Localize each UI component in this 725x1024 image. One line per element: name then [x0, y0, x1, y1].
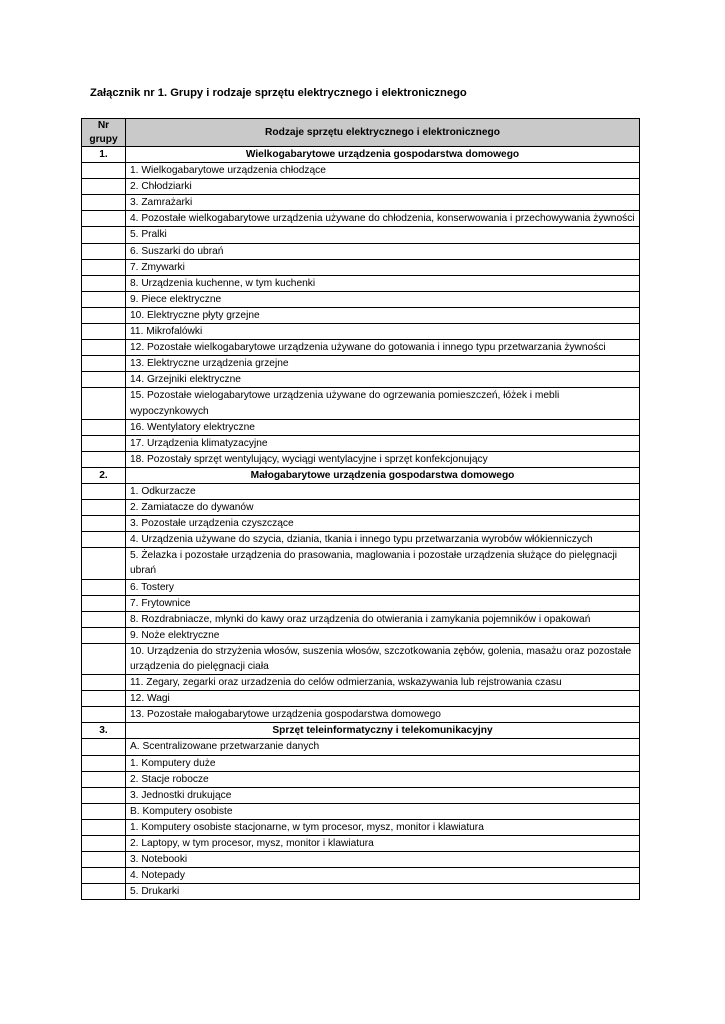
- table-row: [82, 787, 640, 803]
- empty-nr-cell: [82, 787, 126, 803]
- group-number: 2.: [82, 467, 126, 483]
- item-cell: 2. Laptopy, w tym procesor, mysz, monitor i klawiatura: [126, 836, 640, 852]
- empty-nr-cell: [82, 307, 126, 323]
- item-cell: 2. Chłodziarki: [126, 179, 640, 195]
- item-cell: 3. Jednostki drukujące: [126, 787, 640, 803]
- item-cell: 12. Pozostałe wielkogabarytowe urządzenia używane do gotowania i innego typu przetwarzania żywności: [126, 340, 640, 356]
- equipment-table: [81, 118, 640, 900]
- empty-nr-cell: [82, 275, 126, 291]
- empty-nr-cell: [82, 483, 126, 499]
- empty-nr-cell: [82, 739, 126, 755]
- empty-nr-cell: [82, 500, 126, 516]
- item-cell: 8. Rozdrabniacze, młynki do kawy oraz urządzenia do otwierania i zamykania pojemników i opakowań: [126, 611, 640, 627]
- item-cell: 11. Mikrofalówki: [126, 324, 640, 340]
- empty-nr-cell: [82, 803, 126, 819]
- empty-nr-cell: [82, 707, 126, 723]
- header-rodzaje: Rodzaje sprzętu elektrycznego i elektronicznego: [126, 119, 640, 147]
- table-header-row: [82, 119, 640, 147]
- table-row: [82, 884, 640, 900]
- empty-nr-cell: [82, 548, 126, 579]
- table-row: [82, 595, 640, 611]
- empty-nr-cell: [82, 291, 126, 307]
- item-cell: 4. Urządzenia używane do szycia, dziania, tkania i innego typu przetwarzania wyrobów włókienniczych: [126, 532, 640, 548]
- table-row: [82, 500, 640, 516]
- item-cell: 16. Wentylatory elektryczne: [126, 419, 640, 435]
- table-row: [82, 243, 640, 259]
- table-row: [82, 275, 640, 291]
- table-row: [82, 675, 640, 691]
- header-nr-grupy: Nr grupy: [82, 119, 126, 147]
- empty-nr-cell: [82, 755, 126, 771]
- empty-nr-cell: [82, 227, 126, 243]
- empty-nr-cell: [82, 179, 126, 195]
- empty-nr-cell: [82, 595, 126, 611]
- table-row: [82, 435, 640, 451]
- table-row: [82, 611, 640, 627]
- table-row: [82, 356, 640, 372]
- table-row: [82, 227, 640, 243]
- page-title: Załącznik nr 1. Grupy i rodzaje sprzętu elektrycznego i elektronicznego: [90, 87, 467, 99]
- table-row: [82, 755, 640, 771]
- item-cell: 1. Wielkogabarytowe urządzenia chłodzące: [126, 163, 640, 179]
- item-cell: A. Scentralizowane przetwarzanie danych: [126, 739, 640, 755]
- item-cell: 7. Zmywarki: [126, 259, 640, 275]
- table-row: [82, 836, 640, 852]
- table-row: [82, 852, 640, 868]
- table-row: [82, 819, 640, 835]
- group-number: 1.: [82, 147, 126, 163]
- item-cell: 10. Urządzenia do strzyżenia włosów, suszenia włosów, szczotkowania zębów, golenia, masażu oraz pozostałe urządzenia do pielęgnacji ciała: [126, 643, 640, 674]
- table-row: [82, 627, 640, 643]
- table-row: [82, 451, 640, 467]
- empty-nr-cell: [82, 852, 126, 868]
- table-row: [82, 179, 640, 195]
- table-row: [82, 195, 640, 211]
- table-row: [82, 516, 640, 532]
- item-cell: 18. Pozostały sprzęt wentylujący, wyciągi wentylacyjne i sprzęt konfekcjonujący: [126, 451, 640, 467]
- empty-nr-cell: [82, 356, 126, 372]
- empty-nr-cell: [82, 675, 126, 691]
- item-cell: 2. Zamiatacze do dywanów: [126, 500, 640, 516]
- group-row: [82, 147, 640, 163]
- empty-nr-cell: [82, 372, 126, 388]
- table-row: [82, 291, 640, 307]
- table-row: [82, 803, 640, 819]
- group-name: Sprzęt teleinformatyczny i telekomunikacyjny: [126, 723, 640, 739]
- item-cell: 3. Zamrażarki: [126, 195, 640, 211]
- table-row: [82, 532, 640, 548]
- empty-nr-cell: [82, 771, 126, 787]
- empty-nr-cell: [82, 388, 126, 419]
- empty-nr-cell: [82, 451, 126, 467]
- item-cell: 13. Elektryczne urządzenia grzejne: [126, 356, 640, 372]
- empty-nr-cell: [82, 836, 126, 852]
- empty-nr-cell: [82, 643, 126, 674]
- group-row: [82, 467, 640, 483]
- empty-nr-cell: [82, 516, 126, 532]
- item-cell: 5. Pralki: [126, 227, 640, 243]
- table-row: [82, 372, 640, 388]
- item-cell: 7. Frytownice: [126, 595, 640, 611]
- table-row: [82, 388, 640, 419]
- empty-nr-cell: [82, 819, 126, 835]
- item-cell: 4. Pozostałe wielkogabarytowe urządzenia używane do chłodzenia, konserwowania i przechowywania żywności: [126, 211, 640, 227]
- group-number: 3.: [82, 723, 126, 739]
- table-row: [82, 691, 640, 707]
- empty-nr-cell: [82, 691, 126, 707]
- item-cell: 12. Wagi: [126, 691, 640, 707]
- item-cell: B. Komputery osobiste: [126, 803, 640, 819]
- table-row: [82, 163, 640, 179]
- item-cell: 11. Zegary, zegarki oraz urzadzenia do celów odmierzania, wskazywania lub rejstrowania czasu: [126, 675, 640, 691]
- group-row: [82, 723, 640, 739]
- empty-nr-cell: [82, 435, 126, 451]
- table-row: [82, 211, 640, 227]
- item-cell: 13. Pozostałe małogabarytowe urządzenia gospodarstwa domowego: [126, 707, 640, 723]
- item-cell: 1. Odkurzacze: [126, 483, 640, 499]
- table-row: [82, 419, 640, 435]
- item-cell: 14. Grzejniki elektryczne: [126, 372, 640, 388]
- empty-nr-cell: [82, 868, 126, 884]
- table-row: [82, 548, 640, 579]
- item-cell: 4. Notepady: [126, 868, 640, 884]
- table-row: [82, 739, 640, 755]
- empty-nr-cell: [82, 243, 126, 259]
- item-cell: 3. Pozostałe urządzenia czyszczące: [126, 516, 640, 532]
- empty-nr-cell: [82, 259, 126, 275]
- group-name: Wielkogabarytowe urządzenia gospodarstwa domowego: [126, 147, 640, 163]
- item-cell: 6. Tostery: [126, 579, 640, 595]
- empty-nr-cell: [82, 195, 126, 211]
- empty-nr-cell: [82, 579, 126, 595]
- empty-nr-cell: [82, 211, 126, 227]
- table-row: [82, 771, 640, 787]
- table-row: [82, 868, 640, 884]
- table-row: [82, 324, 640, 340]
- table-row: [82, 259, 640, 275]
- table-row: [82, 483, 640, 499]
- item-cell: 9. Noże elektryczne: [126, 627, 640, 643]
- empty-nr-cell: [82, 611, 126, 627]
- group-name: Małogabarytowe urządzenia gospodarstwa domowego: [126, 467, 640, 483]
- empty-nr-cell: [82, 340, 126, 356]
- item-cell: 8. Urządzenia kuchenne, w tym kuchenki: [126, 275, 640, 291]
- empty-nr-cell: [82, 532, 126, 548]
- table-row: [82, 340, 640, 356]
- item-cell: 1. Komputery osobiste stacjonarne, w tym procesor, mysz, monitor i klawiatura: [126, 819, 640, 835]
- item-cell: 9. Piece elektryczne: [126, 291, 640, 307]
- item-cell: 2. Stacje robocze: [126, 771, 640, 787]
- table-row: [82, 307, 640, 323]
- empty-nr-cell: [82, 163, 126, 179]
- empty-nr-cell: [82, 884, 126, 900]
- item-cell: 3. Notebooki: [126, 852, 640, 868]
- table-row: [82, 579, 640, 595]
- empty-nr-cell: [82, 627, 126, 643]
- table-body: [82, 147, 640, 900]
- item-cell: 10. Elektryczne płyty grzejne: [126, 307, 640, 323]
- item-cell: 1. Komputery duże: [126, 755, 640, 771]
- empty-nr-cell: [82, 419, 126, 435]
- item-cell: 5. Żelazka i pozostałe urządzenia do prasowania, maglowania i pozostałe urządzenia służące do pielęgnacji ubrań: [126, 548, 640, 579]
- item-cell: 15. Pozostałe wielogabarytowe urządzenia używane do ogrzewania pomieszczeń, łóżek i mebli wypoczynkowych: [126, 388, 640, 419]
- table-row: [82, 643, 640, 674]
- item-cell: 6. Suszarki do ubrań: [126, 243, 640, 259]
- table-row: [82, 707, 640, 723]
- item-cell: 17. Urządzenia klimatyzacyjne: [126, 435, 640, 451]
- item-cell: 5. Drukarki: [126, 884, 640, 900]
- empty-nr-cell: [82, 324, 126, 340]
